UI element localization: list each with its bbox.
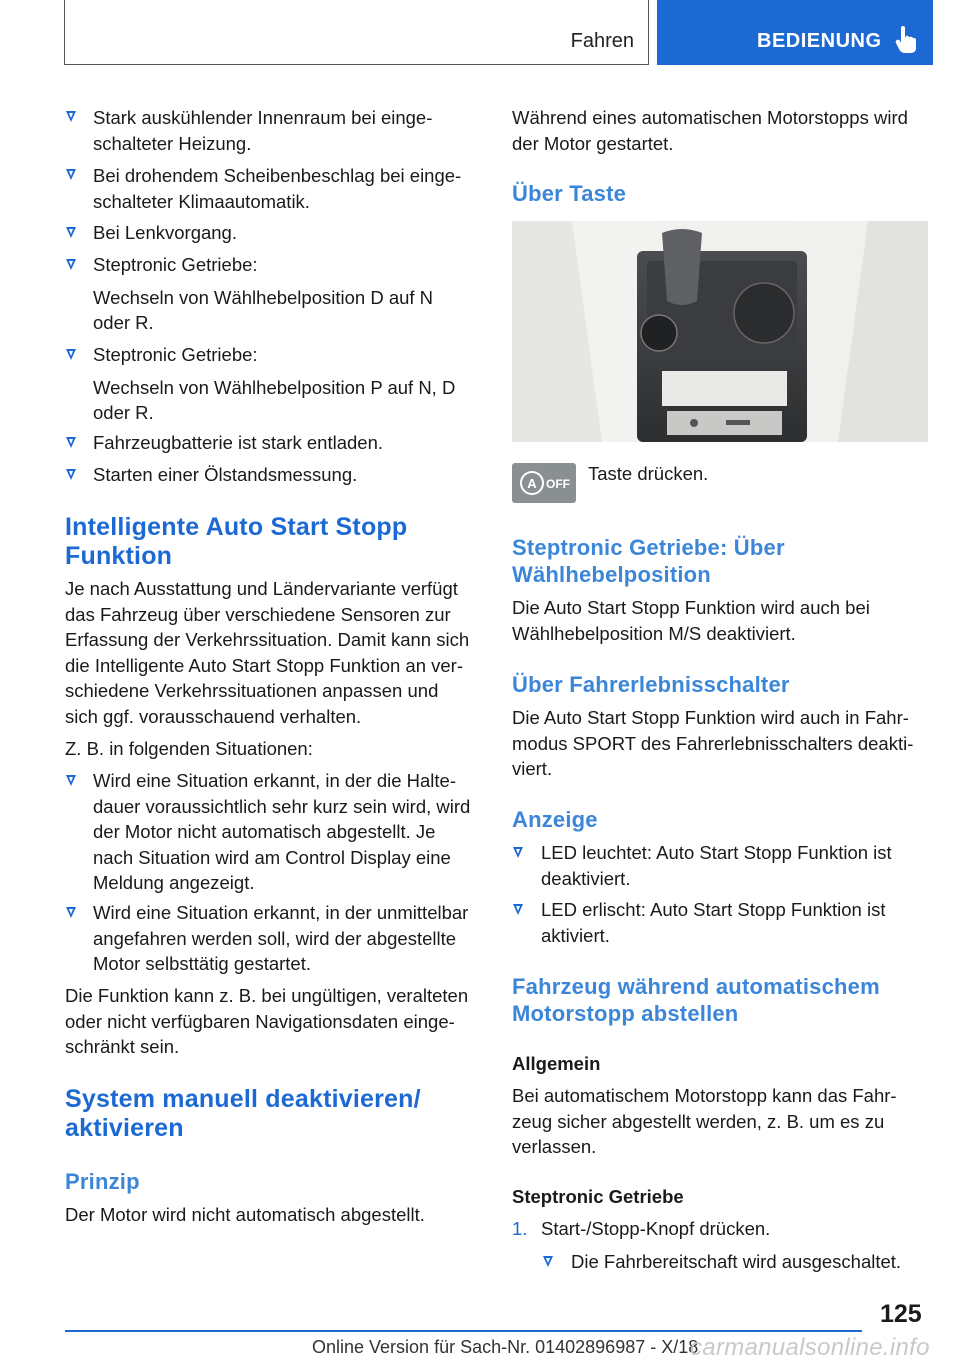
line: LED erlischt: Auto Start Stopp Funktion ist <box>541 899 886 920</box>
paragraph-allgemein <box>512 1083 897 1160</box>
line: der Motor gestartet. <box>512 132 674 154</box>
line: Fahrzeug während automatischem <box>512 974 880 999</box>
line: Während eines automatischen Motorstopps wird <box>512 107 908 128</box>
line: dauer voraussichtlich sehr kurz sein wird, wird <box>93 795 471 817</box>
bullet-triangle-icon <box>513 847 523 858</box>
bullet-triangle-icon <box>513 904 523 915</box>
heading-steptronic-waehlhebel <box>512 534 785 588</box>
heading-prinzip: Prinzip <box>65 1169 140 1194</box>
header-chapter-label: BEDIENUNG <box>757 30 882 52</box>
bullet-text <box>93 252 433 336</box>
line: Motorstopp abstellen <box>512 1001 739 1026</box>
line: das Fahrzeug über verschiedene Sensoren zur <box>65 603 451 625</box>
bullet-triangle-icon <box>66 259 76 270</box>
line: angefahren werden soll, wird der abgestellte <box>93 927 457 949</box>
line: Steptronic Getriebe: <box>93 254 258 275</box>
paragraph-iass <box>65 576 469 729</box>
subheading-steptronic-getriebe: Steptronic Getriebe <box>512 1186 684 1207</box>
bullet-triangle-icon <box>66 169 76 180</box>
line: schiedene Verkehrssituationen anpassen und <box>65 680 439 701</box>
line: oder R. <box>93 312 154 333</box>
line: oder R. <box>93 402 154 423</box>
bullet-triangle-icon <box>66 437 76 448</box>
step-sub-bullet-text: Die Fahrbereitschaft wird ausgeschaltet. <box>571 1251 902 1272</box>
line: Fahrzeugbatterie ist stark entladen. <box>93 432 383 453</box>
line: Bei Lenkvorgang. <box>93 222 237 243</box>
line: Die Funktion kann z. B. bei ungültigen, veralteten <box>65 985 469 1006</box>
paragraph-start <box>512 105 908 156</box>
line: Funktion <box>65 542 173 570</box>
heading-ueber-taste: Über Taste <box>512 181 627 206</box>
bullet-text <box>93 900 468 977</box>
page-number: 125 <box>880 1300 922 1328</box>
header-section-box <box>64 0 649 65</box>
line: Die Auto Start Stopp Funktion wird auch bei <box>512 597 870 618</box>
line: Wird eine Situation erkannt, in der die Halte- <box>93 770 456 791</box>
line: Erfassung der Verkehrssituation. Damit kann sich <box>65 629 470 650</box>
bullet-text <box>93 768 470 896</box>
line: schalteter Heizung. <box>93 132 252 154</box>
line: nach Situation wird am Control Display eine <box>93 846 451 868</box>
line: die Intelligente Auto Start Stopp Funktion an ver- <box>65 654 463 676</box>
paragraph-prinzip: Der Motor wird nicht automatisch abgestellt. <box>65 1204 425 1225</box>
line: schalteter Klimaautomatik. <box>93 190 310 212</box>
line: Intelligente Auto Start Stopp <box>65 513 408 541</box>
bullet-triangle-icon <box>66 111 76 122</box>
line: Wählhebelposition M/S deaktiviert. <box>512 622 796 644</box>
hand-pointer-icon <box>895 26 917 54</box>
paragraph-zb: Z. B. in folgenden Situationen: <box>65 738 313 759</box>
heading-motorstopp-abstellen <box>512 973 880 1027</box>
line: Je nach Ausstattung und Ländervariante verfügt <box>65 578 458 599</box>
bullet-text <box>93 462 357 488</box>
header-chapter-box <box>657 0 933 65</box>
bullet-triangle-icon <box>66 907 76 918</box>
center-console-photo <box>512 221 928 442</box>
line: verlassen. <box>512 1136 597 1157</box>
bullet-text <box>541 897 885 948</box>
line: Steptronic Getriebe: Über <box>512 535 785 560</box>
line: Motor selbsttätig gestartet. <box>93 953 311 974</box>
step-text: Start-/Stopp-Knopf drücken. <box>541 1218 771 1239</box>
svg-text:OFF: OFF <box>546 477 570 491</box>
svg-text:A: A <box>527 476 537 491</box>
line: Meldung angezeigt. <box>93 872 255 893</box>
heading-intelligente-auto-start-stopp <box>65 513 407 571</box>
line: Wechseln von Wählhebelposition D auf N <box>93 286 434 308</box>
line: schränkt sein. <box>65 1036 180 1057</box>
line: oder nicht verfügbaren Navigationsdaten einge- <box>65 1010 455 1032</box>
bullet-text <box>93 342 455 426</box>
paragraph-taste: Taste drücken. <box>588 463 709 484</box>
paragraph-fahrerlebnisschalter <box>512 705 913 782</box>
line: LED leuchtet: Auto Start Stopp Funktion ist <box>541 842 892 863</box>
line: Wählhebelposition <box>512 562 711 587</box>
line: aktivieren <box>65 1114 184 1142</box>
footer-watermark: carmanualsonline.info <box>690 1334 930 1361</box>
line: Bei automatischem Motorstopp kann das Fahr- <box>512 1085 897 1106</box>
line: deaktiviert. <box>541 867 631 889</box>
line: System manuell deaktivieren/ <box>65 1085 421 1113</box>
bullet-triangle-icon <box>543 1256 553 1267</box>
line: aktiviert. <box>541 924 610 946</box>
bullet-triangle-icon <box>66 775 76 786</box>
bullet-triangle-icon <box>66 469 76 480</box>
line: Bei drohendem Scheibenbeschlag bei einge- <box>93 165 462 186</box>
bullet-triangle-icon <box>66 227 76 238</box>
line: viert. <box>512 758 553 779</box>
bullet-text <box>93 105 432 156</box>
step-number: 1. <box>512 1218 528 1239</box>
bullet-text <box>93 163 461 214</box>
heading-anzeige: Anzeige <box>512 807 598 832</box>
bullet-text <box>541 840 892 891</box>
line: der Motor nicht automatisch abgestellt. Je <box>93 821 436 842</box>
subheading-allgemein: Allgemein <box>512 1053 601 1074</box>
line: Stark auskühlender Innenraum bei einge- <box>93 107 433 128</box>
line: Steptronic Getriebe: <box>93 344 258 365</box>
bullet-text <box>93 220 237 246</box>
auto-start-stop-off-button-icon <box>512 463 576 503</box>
paragraph-navigation <box>65 983 468 1060</box>
bullet-text <box>93 430 383 456</box>
heading-fahrerlebnisschalter: Über Fahrerlebnisschalter <box>512 672 790 697</box>
heading-system-manuell <box>65 1085 421 1143</box>
line: Starten einer Ölstandsmessung. <box>93 464 358 485</box>
line: Wechseln von Wählhebelposition P auf N, D <box>93 376 456 398</box>
line: zeug sicher abgestellt werden, z. B. um es zu <box>512 1110 885 1132</box>
footer-online-version: Online Version für Sach-Nr. 01402896987 - X/18 <box>312 1337 699 1357</box>
header-section-label: Fahren <box>570 30 634 52</box>
paragraph-waehlhebel <box>512 595 870 646</box>
line: modus SPORT des Fahrerlebnisschalters deakti- <box>512 732 914 754</box>
bullet-triangle-icon <box>66 349 76 360</box>
line: Wird eine Situation erkannt, in der unmittelbar <box>93 902 469 923</box>
line: Die Auto Start Stopp Funktion wird auch in Fahr- <box>512 707 909 728</box>
line: sich ggf. vorausschauend verhalten. <box>65 705 362 727</box>
footer-rule <box>65 1330 862 1332</box>
